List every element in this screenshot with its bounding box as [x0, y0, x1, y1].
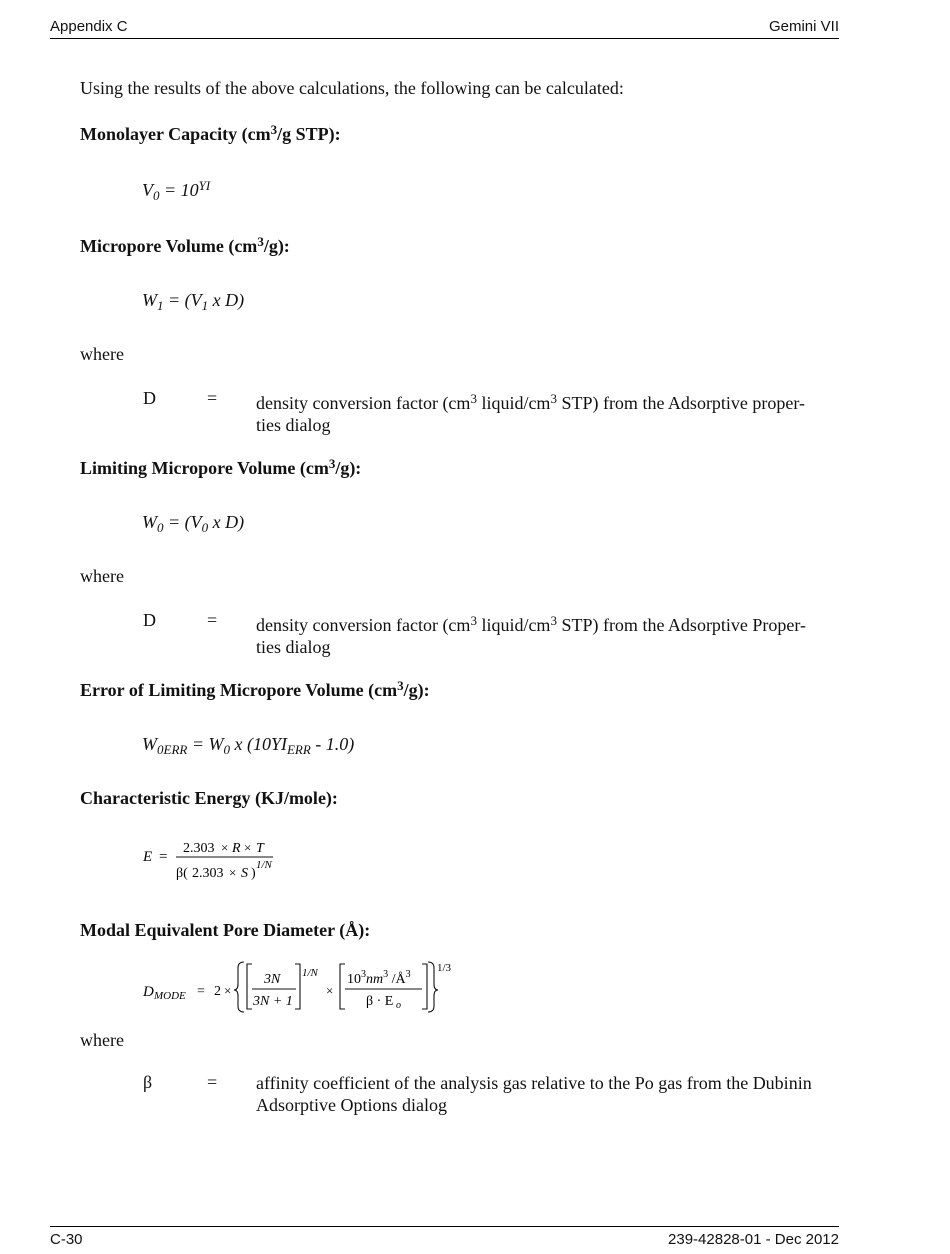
- page-header: [50, 18, 839, 39]
- energy-r: R: [232, 841, 241, 856]
- limiting-equation: $W_0 = (V_0$ x D): [142, 512, 245, 535]
- definition-description: density conversion factor ($cm^3$ liquid/$cm^3$ STP) from the Adsorptive Proper- ties dialog: [256, 613, 807, 657]
- modal-lhs: D: [143, 984, 154, 1000]
- energy-den-number: 2.303: [192, 866, 224, 881]
- energy-equation: [140, 834, 300, 890]
- page-number: C-30: [50, 1231, 83, 1248]
- micropore-equation: $W_1 = (V_1$ x D): [142, 290, 245, 313]
- modal-f1-exponent: 1/N: [302, 967, 318, 979]
- energy-times-2: ×: [244, 840, 252, 855]
- energy-den-exponent: 1/N: [256, 859, 272, 871]
- energy-den-close: ): [251, 866, 256, 881]
- definition-symbol: D: [143, 610, 156, 630]
- energy-lhs: E: [143, 849, 153, 865]
- energy-heading: Characteristic Energy (KJ/mole):: [80, 788, 338, 808]
- energy-t: T: [256, 841, 264, 856]
- energy-times-1: ×: [221, 840, 229, 855]
- modal-f1-denominator: 3N + 1: [253, 994, 293, 1009]
- modal-f2-denominator-subscript: o: [396, 1000, 401, 1011]
- modal-f2-right-bracket: [422, 964, 427, 1009]
- definition-equals: =: [207, 388, 218, 408]
- definition-equals: =: [207, 1072, 218, 1092]
- modal-f2-left-bracket: [340, 964, 345, 1009]
- modal-f2-numerator: $10^3nm^3$ $/Å^3$: [347, 969, 411, 987]
- modal-f2-denominator: β · E: [366, 994, 394, 1009]
- limiting-heading: Limiting Micropore Volume $(cm^3/g)$:: [80, 456, 362, 478]
- modal-f1-left-bracket: [247, 964, 252, 1009]
- modal-heading: Modal Equivalent Pore Diameter (Å):: [80, 920, 371, 940]
- modal-left-brace: [234, 962, 244, 1012]
- modal-where: where: [80, 1030, 124, 1050]
- definition-symbol: β: [143, 1072, 153, 1092]
- micropore-where: where: [80, 344, 124, 364]
- limiting-where: where: [80, 566, 124, 586]
- header-manual-title: Gemini VII: [768, 18, 839, 35]
- header-section-label: Appendix C: [50, 18, 128, 35]
- intro-text: Using the results of the above calculations, the following can be calculated:: [80, 78, 624, 98]
- micropore-heading: Micropore Volume $(cm^3/g)$:: [80, 234, 290, 256]
- definition-equals: =: [207, 610, 218, 630]
- modal-times-2: ×: [326, 983, 334, 998]
- monolayer-equation: $V_0 = 10^{YI}$: [142, 178, 211, 203]
- document-number: 239-42828-01 - Dec 2012: [668, 1231, 839, 1248]
- page-footer: [50, 1226, 839, 1248]
- definition-symbol: D: [143, 388, 156, 408]
- energy-equals: =: [159, 849, 168, 865]
- modal-equals: =: [197, 984, 205, 999]
- modal-times-1: ×: [224, 983, 232, 998]
- energy-den-beta: β(: [176, 866, 188, 881]
- energy-den-s: S: [241, 866, 248, 881]
- modal-equation: [140, 956, 470, 1020]
- monolayer-heading: Monolayer Capacity ($cm^3/g$ STP):: [80, 122, 341, 144]
- energy-numerator-number: 2.303: [183, 841, 215, 856]
- modal-lhs-subscript: MODE: [154, 990, 186, 1002]
- definition-description: density conversion factor ($cm^3$ liquid/$cm^3$ STP) from the Adsorptive proper- ties dialog: [256, 391, 806, 435]
- modal-f1-right-bracket: [295, 964, 300, 1009]
- modal-two: 2: [214, 984, 221, 999]
- energy-den-times: ×: [229, 865, 237, 880]
- modal-f1-numerator: 3N: [264, 972, 281, 987]
- modal-outer-exponent: 1/3: [437, 962, 452, 974]
- error-equation: $W_{0ERR} = W_0$ x $(10YI_{ERR} - 1.0)$: [142, 734, 355, 757]
- error-heading: Error of Limiting Micropore Volume $(cm^3/g)$:: [80, 678, 430, 700]
- definition-description: affinity coefficient of the analysis gas relative to the Po gas from the Dubinin Adsorptive Options dialog: [256, 1073, 812, 1115]
